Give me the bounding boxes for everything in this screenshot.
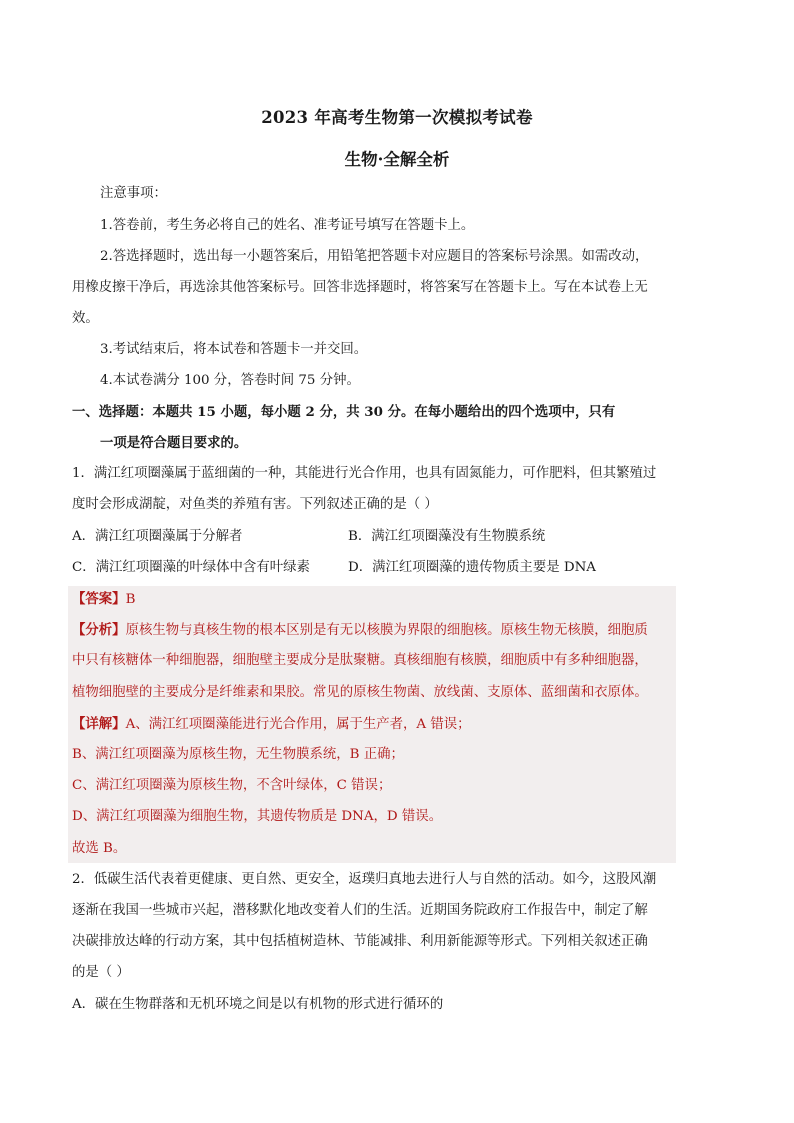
detail-text: D、满江红项圈藻为细胞生物，其遗传物质是 DNA，D 错误。	[72, 809, 443, 824]
analysis-tag: 【分析】	[72, 622, 126, 638]
conclusion-text: 故选 B。	[72, 841, 127, 856]
note-item: 用橡皮擦干净后，再选涂其他答案标号。回答非选择题时，将答案写在答题卡上。写在本试卷上无	[72, 280, 648, 295]
answer-value: B	[125, 592, 136, 607]
note-item: 3.考试结束后，将本试卷和答题卡一并交回。	[100, 342, 368, 357]
question-1-option-a: A．满江红项圈藻属于分解者	[72, 529, 243, 544]
question-1-stem: 1．满江红项圈藻属于蓝细菌的一种，其能进行光合作用，也具有固氮能力，可作肥料，但其繁殖过	[72, 466, 657, 481]
question-1-stem-cont: 度时会形成湖靛，对鱼类的养殖有害。下列叙述正确的是（ ）	[72, 497, 438, 512]
question-2-stem: 2．低碳生活代表着更健康、更自然、更安全，返璞归真地去进行人与自然的活动。如今，这股风潮	[72, 872, 657, 887]
detail-text: C、满江红项圈藻为原核生物，不含叶绿体，C 错误；	[72, 778, 392, 793]
analysis-text-cont: 植物细胞壁的主要成分是纤维素和果胶。常见的原核生物菌、放线菌、支原体、蓝细菌和衣原体。	[72, 685, 648, 700]
detail-tag: 【详解】	[72, 716, 126, 732]
note-item: 1.答卷前，考生务必将自己的姓名、准考证号填写在答题卡上。	[100, 218, 475, 233]
question-2-option-a: A．碳在生物群落和无机环境之间是以有机物的形式进行循环的	[72, 997, 444, 1012]
exam-title: 2023 年高考生物第一次模拟考试卷	[261, 108, 533, 127]
question-1-option-c: C．满江红项圈藻的叶绿体中含有叶绿素	[72, 560, 310, 575]
section-heading-cont: 一项是符合题目要求的。	[100, 435, 248, 451]
answer-line	[72, 589, 135, 610]
detail-text: A、满江红项圈藻能进行光合作用，属于生产者，A 错误；	[125, 717, 471, 732]
exam-subtitle: 生物·全解全析	[344, 150, 450, 169]
detail-line	[72, 714, 471, 735]
notes-heading: 注意事项：	[100, 186, 167, 201]
question-2-stem-cont: 逐渐在我国一些城市兴起，潜移默化地改变着人们的生活。近期国务院政府工作报告中，制定了解	[72, 903, 648, 918]
analysis-line	[72, 620, 648, 641]
question-2-stem-cont: 的是（ ）	[72, 965, 130, 980]
note-item: 效。	[72, 311, 99, 326]
question-1-option-d: D．满江红项圈藻的遗传物质主要是 DNA	[348, 560, 596, 575]
section-heading: 一、选择题：本题共 15 小题，每小题 2 分，共 30 分。在每小题给出的四个选项中，只有	[72, 404, 616, 420]
note-item: 4.本试卷满分 100 分，答卷时间 75 分钟。	[100, 373, 360, 388]
analysis-text-cont: 中只有核糖体一种细胞器，细胞壁主要成分是肽聚糖。真核细胞有核膜，细胞质中有多种细胞器，	[72, 653, 648, 668]
analysis-text: 原核生物与真核生物的根本区别是有无以核膜为界限的细胞核。原核生物无核膜，细胞质	[125, 623, 648, 638]
detail-text: B、满江红项圈藻为原核生物，无生物膜系统，B 正确；	[72, 747, 404, 762]
question-2-stem-cont: 决碳排放达峰的行动方案，其中包括植树造林、节能减排、利用新能源等形式。下列相关叙述正确	[72, 934, 648, 949]
answer-tag: 【答案】	[72, 591, 126, 607]
note-item: 2.答选择题时，选出每一小题答案后，用铅笔把答题卡对应题目的答案标号涂黑。如需改动，	[100, 249, 649, 264]
question-1-option-b: B．满江红项圈藻没有生物膜系统	[348, 529, 546, 544]
